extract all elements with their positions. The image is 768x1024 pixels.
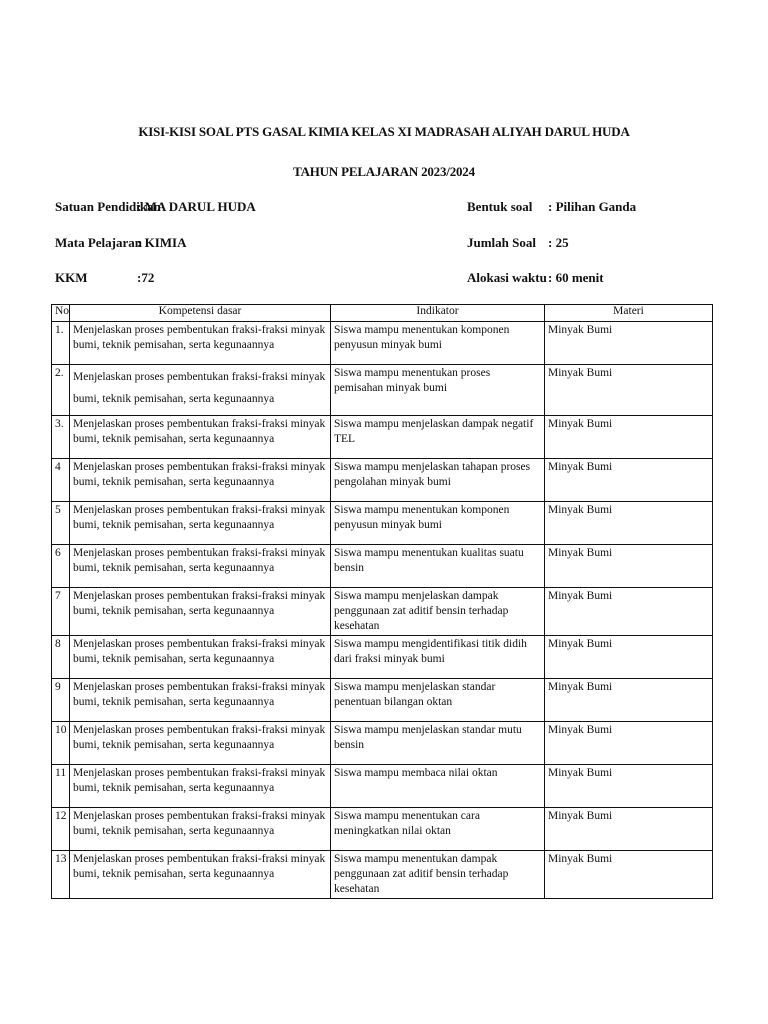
satuan-pendidikan-label: Satuan Pendidikan <box>55 199 161 214</box>
cell-kompetensi: Menjelaskan proses pembentukan fraksi-fraksi minyak bumi, teknik pemisahan, serta kegunaannya <box>70 545 331 588</box>
table-row <box>52 851 713 899</box>
table-row <box>52 545 713 588</box>
cell-indikator: Siswa mampu menentukan komponen penyusun minyak bumi <box>331 502 545 545</box>
cell-no: 6 <box>52 545 70 588</box>
cell-indikator: Siswa mampu menentukan cara meningkatkan nilai oktan <box>331 808 545 851</box>
cell-no: 11 <box>52 765 70 808</box>
table-header-row <box>52 305 713 322</box>
cell-no: 12 <box>52 808 70 851</box>
cell-materi: Minyak Bumi <box>545 722 713 765</box>
cell-no: 8 <box>52 636 70 679</box>
cell-kompetensi: Menjelaskan proses pembentukan fraksi-fraksi minyak bumi, teknik pemisahan, serta kegunaannya <box>70 636 331 679</box>
kisi-kisi-table <box>51 304 713 899</box>
cell-materi: Minyak Bumi <box>545 545 713 588</box>
cell-indikator: Siswa mampu menentukan proses pemisahan minyak bumi <box>331 365 545 416</box>
bentuk-soal-value: : Pilihan Ganda <box>548 199 637 214</box>
cell-kompetensi: Menjelaskan proses pembentukan fraksi-fraksi minyak bumi, teknik pemisahan, serta kegunaannya <box>70 322 331 365</box>
cell-materi: Minyak Bumi <box>545 679 713 722</box>
table-row <box>52 365 713 416</box>
column-header-materi: Materi <box>545 305 713 322</box>
jumlah-soal-value: : 25 <box>548 235 569 250</box>
table-row <box>52 588 713 636</box>
cell-no: 13 <box>52 851 70 899</box>
kkm-label: KKM <box>55 270 88 285</box>
cell-materi: Minyak Bumi <box>545 588 713 636</box>
cell-kompetensi: Menjelaskan proses pembentukan fraksi-fraksi minyak bumi, teknik pemisahan, serta kegunaannya <box>70 765 331 808</box>
cell-materi: Minyak Bumi <box>545 636 713 679</box>
table-row <box>52 416 713 459</box>
cell-indikator: Siswa mampu menentukan kualitas suatu bensin <box>331 545 545 588</box>
cell-kompetensi: Menjelaskan proses pembentukan fraksi-fraksi minyak bumi, teknik pemisahan, serta kegunaannya <box>70 588 331 636</box>
table-row <box>52 459 713 502</box>
cell-indikator: Siswa mampu mengidentifikasi titik didih dari fraksi minyak bumi <box>331 636 545 679</box>
cell-kompetensi: Menjelaskan proses pembentukan fraksi-fraksi minyak bumi, teknik pemisahan, serta kegunaannya <box>70 808 331 851</box>
table-row <box>52 765 713 808</box>
cell-no: 9 <box>52 679 70 722</box>
table-row <box>52 722 713 765</box>
cell-no: 5 <box>52 502 70 545</box>
cell-materi: Minyak Bumi <box>545 322 713 365</box>
cell-kompetensi: Menjelaskan proses pembentukan fraksi-fraksi minyak bumi, teknik pemisahan, serta kegunaannya <box>70 416 331 459</box>
table-row <box>52 502 713 545</box>
cell-kompetensi: Menjelaskan proses pembentukan fraksi-fraksi minyak bumi, teknik pemisahan, serta kegunaannya <box>70 365 331 416</box>
cell-materi: Minyak Bumi <box>545 808 713 851</box>
cell-materi: Minyak Bumi <box>545 851 713 899</box>
cell-no: 2. <box>52 365 70 416</box>
cell-materi: Minyak Bumi <box>545 365 713 416</box>
table-row <box>52 679 713 722</box>
document-title: KISI-KISI SOAL PTS GASAL KIMIA KELAS XI MADRASAH ALIYAH DARUL HUDA <box>138 124 630 139</box>
cell-indikator: Siswa mampu menentukan komponen penyusun minyak bumi <box>331 322 545 365</box>
column-header-indikator: Indikator <box>331 305 545 322</box>
cell-no: 4 <box>52 459 70 502</box>
cell-indikator: Siswa mampu menjelaskan standar mutu bensin <box>331 722 545 765</box>
cell-materi: Minyak Bumi <box>545 502 713 545</box>
cell-materi: Minyak Bumi <box>545 416 713 459</box>
cell-kompetensi: Menjelaskan proses pembentukan fraksi-fraksi minyak bumi, teknik pemisahan, serta kegunaannya <box>70 679 331 722</box>
cell-materi: Minyak Bumi <box>545 459 713 502</box>
cell-kompetensi: Menjelaskan proses pembentukan fraksi-fraksi minyak bumi, teknik pemisahan, serta kegunaannya <box>70 851 331 899</box>
table-row <box>52 322 713 365</box>
cell-no: 7 <box>52 588 70 636</box>
cell-no: 1. <box>52 322 70 365</box>
kkm-value: :72 <box>137 270 155 285</box>
cell-indikator: Siswa mampu menjelaskan dampak negatif TEL <box>331 416 545 459</box>
cell-indikator: Siswa mampu menjelaskan standar penentuan bilangan oktan <box>331 679 545 722</box>
cell-no: 3. <box>52 416 70 459</box>
cell-indikator: Siswa mampu menjelaskan dampak penggunaan zat aditif bensin terhadap kesehatan <box>331 588 545 636</box>
mata-pelajaran-value: : KIMIA <box>137 235 187 250</box>
bentuk-soal-label: Bentuk soal <box>467 199 533 214</box>
cell-no: 10 <box>52 722 70 765</box>
cell-kompetensi: Menjelaskan proses pembentukan fraksi-fraksi minyak bumi, teknik pemisahan, serta kegunaannya <box>70 502 331 545</box>
jumlah-soal-label: Jumlah Soal <box>467 235 536 250</box>
column-header-no: No <box>52 305 70 322</box>
column-header-kompetensi: Kompetensi dasar <box>70 305 331 322</box>
cell-materi: Minyak Bumi <box>545 765 713 808</box>
table-row <box>52 636 713 679</box>
cell-indikator: Siswa mampu menentukan dampak penggunaan zat aditif bensin terhadap kesehatan <box>331 851 545 899</box>
document-subtitle: TAHUN PELAJARAN 2023/2024 <box>293 164 475 179</box>
cell-indikator: Siswa mampu membaca nilai oktan <box>331 765 545 808</box>
mata-pelajaran-label: Mata Pelajaran <box>55 235 143 250</box>
alokasi-waktu-value: : 60 menit <box>548 270 604 285</box>
cell-kompetensi: Menjelaskan proses pembentukan fraksi-fraksi minyak bumi, teknik pemisahan, serta kegunaannya <box>70 722 331 765</box>
cell-kompetensi: Menjelaskan proses pembentukan fraksi-fraksi minyak bumi, teknik pemisahan, serta kegunaannya <box>70 459 331 502</box>
satuan-pendidikan-value: : MA DARUL HUDA <box>137 199 256 214</box>
table-row <box>52 808 713 851</box>
alokasi-waktu-label: Alokasi waktu <box>467 270 547 285</box>
cell-indikator: Siswa mampu menjelaskan tahapan proses pengolahan minyak bumi <box>331 459 545 502</box>
